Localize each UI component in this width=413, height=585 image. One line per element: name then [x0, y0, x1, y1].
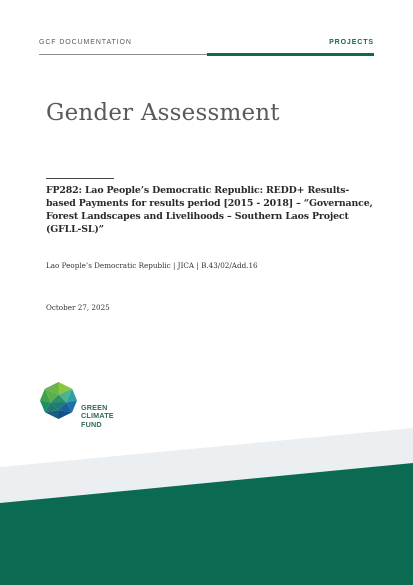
gcf-globe-icon	[39, 381, 78, 420]
header-rule-grey	[39, 54, 207, 55]
logo-line-green: GREEN	[81, 403, 108, 412]
header-rule-green	[207, 53, 374, 56]
logo-line-fund: FUND	[81, 419, 102, 429]
header-section-label: PROJECTS	[329, 39, 374, 46]
document-reference: Lao People’s Democratic Republic | JICA | B.43/02/Add.16	[46, 261, 258, 270]
title-divider	[46, 178, 114, 179]
header-doc-type: GCF DOCUMENTATION	[39, 39, 132, 46]
gcf-logo-wordmark	[81, 404, 114, 429]
page-title: Gender Assessment	[46, 100, 280, 126]
document-subtitle: FP282: Lao People’s Democratic Republic: REDD+ Results-based Payments for results period [2015 - 2018] – “Governance, Forest Landscapes and Livelihoods – Southern Laos Project (GFLL-SL)”	[46, 185, 373, 235]
logo-line-climate: CLIMATE	[81, 411, 114, 421]
document-date: October 27, 2025	[46, 303, 110, 312]
